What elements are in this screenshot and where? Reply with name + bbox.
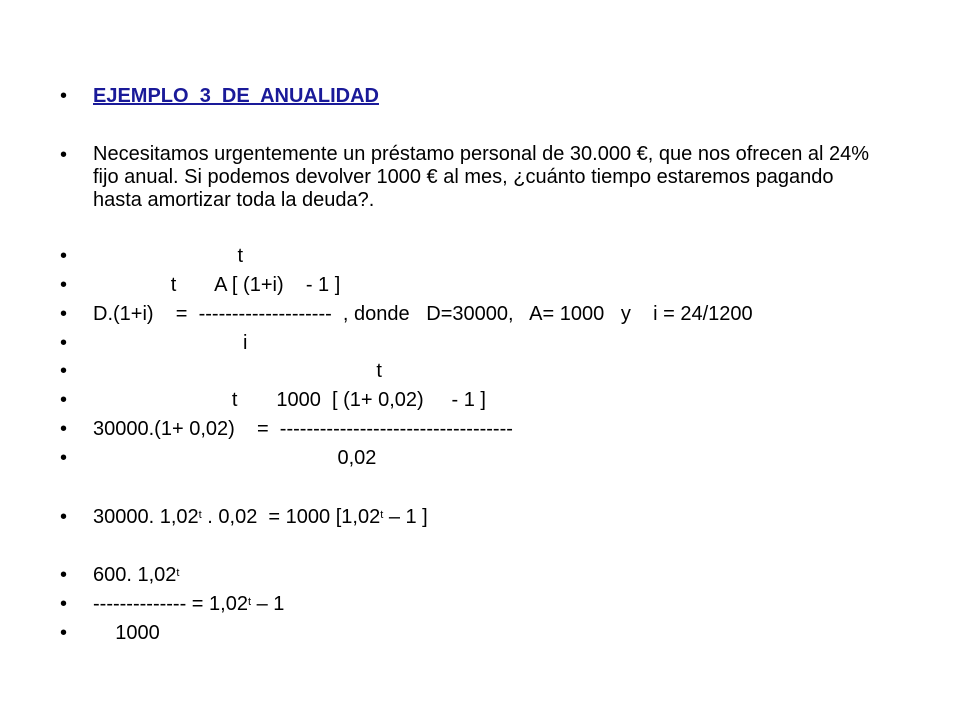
formula-text: D.(1+i) = -------------------- , donde D=30000, A= 1000 y i = 24/1200 <box>93 303 753 325</box>
bullet: • <box>60 622 68 644</box>
bullet: • <box>60 303 68 325</box>
formula-text: t <box>93 245 244 267</box>
exponent: t <box>198 509 202 521</box>
exponent: t <box>247 596 252 608</box>
bullet: • <box>60 85 68 107</box>
bullet: • <box>60 332 68 354</box>
formula-text: i <box>93 332 248 354</box>
formula-text: 1000 <box>93 622 160 644</box>
formula-text <box>93 563 179 587</box>
formula-part: . 0,02 = 1000 [1,02 <box>201 506 381 528</box>
formula-text <box>93 505 428 529</box>
formula-text <box>93 592 284 616</box>
bullet: • <box>60 506 68 528</box>
bullet: • <box>60 564 68 586</box>
formula-text: t 1000 [ (1+ 0,02) - 1 ] <box>93 389 486 411</box>
problem-text: Necesitamos urgentemente un préstamo personal de 30.000 €, que nos ofrecen al 24% fijo anual. Si podemos devolver 1000 € al mes, ¿cuánto tiempo estaremos pagando hasta amortizar toda la deuda?. <box>93 143 870 211</box>
formula-text: t A [ (1+i) - 1 ] <box>93 274 341 296</box>
exponent: t <box>176 567 180 579</box>
bullet: • <box>60 360 68 382</box>
formula-line <box>60 621 160 717</box>
problem-item <box>60 143 870 239</box>
bullet: • <box>60 418 68 440</box>
bullet: • <box>60 593 68 615</box>
formula-part: – 1 ] <box>383 506 428 528</box>
formula-part: – 1 <box>251 593 285 615</box>
exponent: t <box>380 509 384 521</box>
formula-text: t <box>93 360 382 382</box>
formula-part: 30000. 1,02 <box>93 506 199 528</box>
slide-title: EJEMPLO 3 DE ANUALIDAD <box>93 85 379 107</box>
bullet: • <box>60 274 68 296</box>
bullet: • <box>60 245 68 267</box>
formula-part: -------------- = 1,02 <box>93 593 248 615</box>
bullet: • <box>60 144 68 166</box>
bullet: • <box>60 389 68 411</box>
formula-text: 30000.(1+ 0,02) = ----------------------------------- <box>93 418 513 440</box>
formula-part: 600. 1,02 <box>93 564 177 586</box>
bullet: • <box>60 447 68 469</box>
formula-text: 0,02 <box>93 447 377 469</box>
